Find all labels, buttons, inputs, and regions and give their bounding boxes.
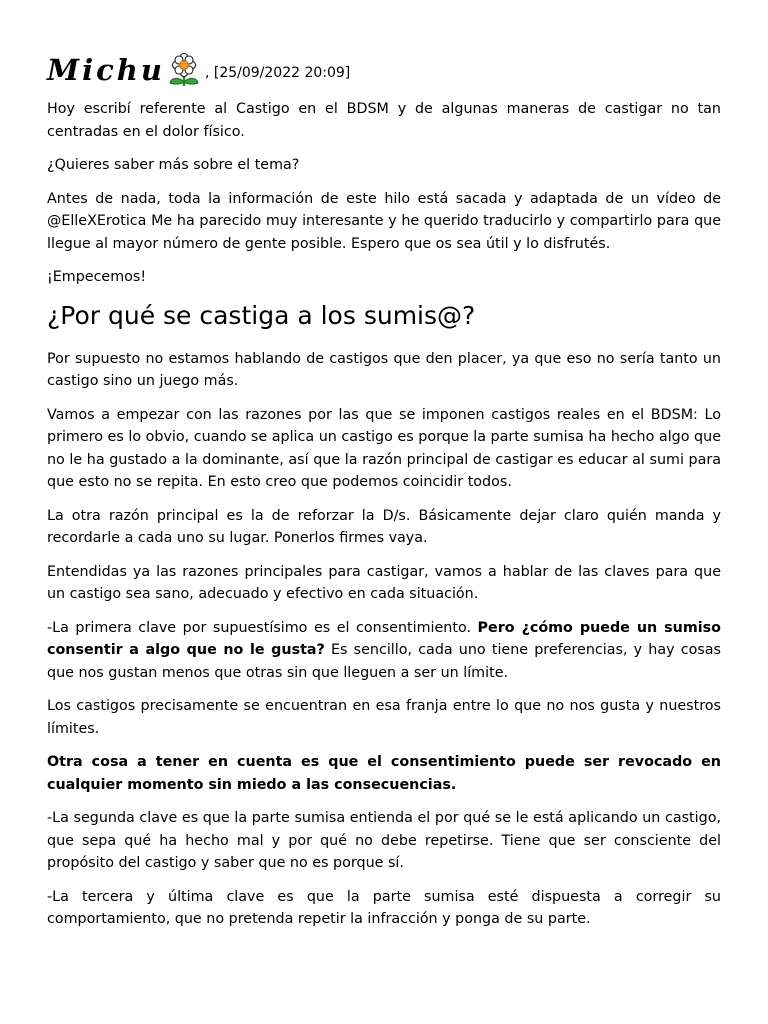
section-paragraph-4: Entendidas ya las razones principales para castigar, vamos a hablar de las claves para que un castigo sea sano, adecuado y efectivo en cada situación.	[47, 563, 721, 602]
author-name: Michu	[47, 53, 165, 87]
section-paragraph-7	[47, 751, 721, 796]
intro-paragraph-2: ¿Quieres saber más sobre el tema?	[47, 157, 300, 173]
section-paragraph-5	[47, 617, 721, 685]
intro-paragraph-3: Antes de nada, toda la información de este hilo está sacada y adaptada de un vídeo de @ElleXErotica Me ha parecido muy interesante y he querido traducirlo y compartirlo para que llegue al mayor número de gente posible. Espero que os sea útil y lo disfrutés.	[47, 190, 721, 252]
intro-paragraph-4: ¡Empecemos!	[47, 269, 147, 285]
section-paragraph-1: Por supuesto no estamos hablando de castigos que den placer, ya que eso no sería tanto un castigo sino un juego más.	[47, 350, 721, 389]
author-line	[47, 50, 721, 90]
intro-paragraph-1: Hoy escribí referente al Castigo en el BDSM y de algunas maneras de castigar no tan centradas en el dolor físico.	[47, 101, 721, 140]
section-paragraph-6: Los castigos precisamente se encuentran en esa franja entre lo que no nos gusta y nuestros límites.	[47, 698, 721, 737]
section-paragraph-9: -La tercera y última clave es que la parte sumisa esté dispuesta a corregir su comportamiento, que no pretenda repetir la infracción y ponga de su parte.	[47, 888, 721, 927]
section-paragraph-8: -La segunda clave es que la parte sumisa entienda el por qué se le está aplicando un castigo, que sepa qué ha hecho mal y por qué no debe repetirse. Tiene que ser consciente del propósito del castigo y saber que no es porque sí.	[47, 810, 721, 871]
post-date: , [25/09/2022 20:09]	[204, 65, 351, 81]
paragraph-7-bold-text: Otra cosa a tener en cuenta es que el consentimiento puede ser revocado en cualquier momento sin miedo a las consecuencias.	[47, 754, 721, 793]
section-paragraph-3: La otra razón principal es la de reforzar la D/s. Básicamente dejar claro quién manda y recordarle a cada uno su lugar. Ponerlos firmes vaya.	[47, 507, 721, 546]
section-heading: ¿Por qué se castiga a los sumis@?	[47, 300, 476, 330]
section-paragraph-2: Vamos a empezar con las razones por las que se imponen castigos reales en el BDSM: Lo primero es lo obvio, cuando se aplica un castigo es porque la parte sumisa ha hecho algo que no le ha gustado a la dominante, así que la razón principal de castigar es educar al sumi para que esto no se repita. En esto creo que podemos coincidir todos.	[47, 406, 721, 490]
document-page	[47, 50, 721, 942]
paragraph-5-bold-question: Pero ¿cómo puede un sumiso consentir a algo que no le gusta?	[47, 619, 721, 658]
paragraph-5-text-c: Es sencillo, cada uno tiene preferencias, y hay cosas que nos gustan menos que otras sin que lleguen a ser un límite.	[47, 642, 721, 681]
flower-icon	[167, 52, 201, 88]
paragraph-5-text-a: -La primera clave por supuestísimo es el consentimiento.	[47, 619, 478, 636]
